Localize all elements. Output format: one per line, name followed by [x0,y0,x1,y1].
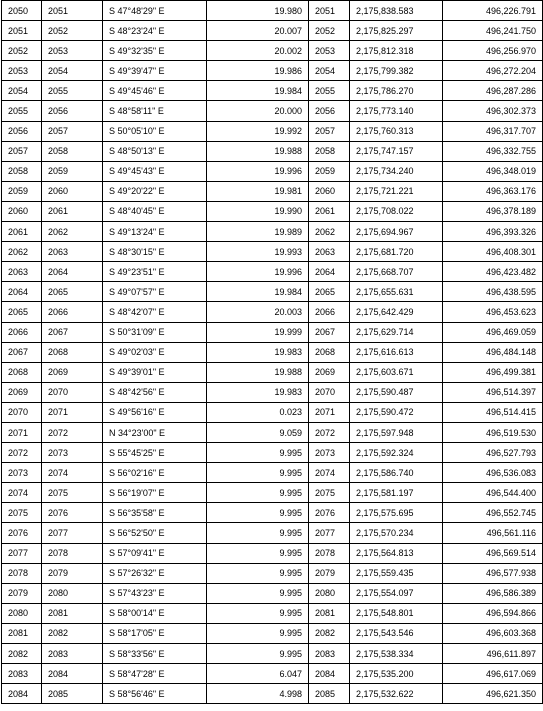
vertex-cell: 2075 [309,483,350,503]
station-to-cell: 2084 [42,664,103,684]
distance-cell: 19.981 [207,181,309,201]
table-row [2,61,543,81]
station-from-cell: 2051 [2,21,42,41]
bearing-cell: S 57°26'32" E [103,563,207,583]
station-from-cell: 2083 [2,664,42,684]
x-coordinate-cell: 496,332.755 [443,141,543,161]
distance-cell: 9.995 [207,583,309,603]
x-coordinate-cell: 496,544.400 [443,483,543,503]
y-coordinate-cell: 2,175,812.318 [350,41,443,61]
x-coordinate-cell: 496,577.938 [443,563,543,583]
y-coordinate-cell: 2,175,838.583 [350,1,443,21]
station-from-cell: 2066 [2,322,42,342]
vertex-cell: 2084 [309,664,350,684]
station-from-cell: 2062 [2,242,42,262]
vertex-cell: 2059 [309,161,350,181]
x-coordinate-cell: 496,617.069 [443,664,543,684]
x-coordinate-cell: 496,317.707 [443,121,543,141]
vertex-cell: 2076 [309,503,350,523]
distance-cell: 19.992 [207,121,309,141]
station-from-cell: 2059 [2,181,42,201]
bearing-cell: S 55°45'25" E [103,443,207,463]
x-coordinate-cell: 496,256.970 [443,41,543,61]
table-row [2,121,543,141]
distance-cell: 19.990 [207,201,309,221]
bearing-cell: S 56°35'58" E [103,503,207,523]
y-coordinate-cell: 2,175,535.200 [350,664,443,684]
station-to-cell: 2081 [42,603,103,623]
table-row [2,161,543,181]
table-row [2,342,543,362]
table-row [2,242,543,262]
distance-cell: 9.995 [207,644,309,664]
station-from-cell: 2064 [2,282,42,302]
station-from-cell: 2079 [2,583,42,603]
vertex-cell: 2062 [309,222,350,242]
station-from-cell: 2060 [2,201,42,221]
distance-cell: 9.995 [207,503,309,523]
station-to-cell: 2085 [42,684,103,704]
station-from-cell: 2070 [2,402,42,422]
distance-cell: 20.007 [207,21,309,41]
x-coordinate-cell: 496,378.189 [443,201,543,221]
distance-cell: 20.002 [207,41,309,61]
bearing-cell: S 48°30'15" E [103,242,207,262]
table-row [2,644,543,664]
vertex-cell: 2057 [309,121,350,141]
station-to-cell: 2067 [42,322,103,342]
vertex-cell: 2061 [309,201,350,221]
table-row [2,382,543,402]
distance-cell: 20.003 [207,302,309,322]
station-from-cell: 2082 [2,644,42,664]
x-coordinate-cell: 496,586.389 [443,583,543,603]
vertex-cell: 2074 [309,463,350,483]
table-row [2,543,543,563]
vertex-cell: 2072 [309,422,350,442]
bearing-cell: S 48°40'45" E [103,201,207,221]
bearing-cell: S 49°13'24" E [103,222,207,242]
bearing-cell: S 58°56'46" E [103,684,207,704]
survey-coordinates-table [1,0,543,704]
vertex-cell: 2073 [309,443,350,463]
distance-cell: 19.983 [207,342,309,362]
bearing-cell: S 49°56'16" E [103,402,207,422]
y-coordinate-cell: 2,175,564.813 [350,543,443,563]
station-to-cell: 2080 [42,583,103,603]
station-from-cell: 2076 [2,523,42,543]
bearing-cell: S 58°00'14" E [103,603,207,623]
vertex-cell: 2070 [309,382,350,402]
vertex-cell: 2080 [309,583,350,603]
vertex-cell: 2079 [309,563,350,583]
x-coordinate-cell: 496,514.397 [443,382,543,402]
table-row [2,222,543,242]
station-from-cell: 2058 [2,161,42,181]
bearing-cell: S 56°52'50" E [103,523,207,543]
table-row [2,141,543,161]
x-coordinate-cell: 496,272.204 [443,61,543,81]
y-coordinate-cell: 2,175,538.334 [350,644,443,664]
x-coordinate-cell: 496,514.415 [443,402,543,422]
vertex-cell: 2063 [309,242,350,262]
station-from-cell: 2067 [2,342,42,362]
station-from-cell: 2065 [2,302,42,322]
station-to-cell: 2056 [42,101,103,121]
x-coordinate-cell: 496,621.350 [443,684,543,704]
station-to-cell: 2079 [42,563,103,583]
x-coordinate-cell: 496,569.514 [443,543,543,563]
distance-cell: 19.989 [207,222,309,242]
table-row [2,362,543,382]
station-to-cell: 2077 [42,523,103,543]
y-coordinate-cell: 2,175,642.429 [350,302,443,322]
vertex-cell: 2058 [309,141,350,161]
x-coordinate-cell: 496,536.083 [443,463,543,483]
table-row [2,1,543,21]
table-row [2,443,543,463]
station-to-cell: 2071 [42,402,103,422]
y-coordinate-cell: 2,175,681.720 [350,242,443,262]
y-coordinate-cell: 2,175,655.631 [350,282,443,302]
distance-cell: 19.993 [207,242,309,262]
distance-cell: 19.980 [207,1,309,21]
distance-cell: 19.983 [207,382,309,402]
station-to-cell: 2064 [42,262,103,282]
x-coordinate-cell: 496,484.148 [443,342,543,362]
y-coordinate-cell: 2,175,590.472 [350,402,443,422]
distance-cell: 6.047 [207,664,309,684]
bearing-cell: S 49°07'57" E [103,282,207,302]
x-coordinate-cell: 496,603.368 [443,623,543,643]
table-body [2,1,543,704]
station-from-cell: 2057 [2,141,42,161]
table-row [2,422,543,442]
vertex-cell: 2085 [309,684,350,704]
station-to-cell: 2076 [42,503,103,523]
table-row [2,402,543,422]
y-coordinate-cell: 2,175,581.197 [350,483,443,503]
bearing-cell: S 57°43'23" E [103,583,207,603]
station-to-cell: 2065 [42,282,103,302]
distance-cell: 20.000 [207,101,309,121]
x-coordinate-cell: 496,226.791 [443,1,543,21]
x-coordinate-cell: 496,408.301 [443,242,543,262]
bearing-cell: S 49°32'35" E [103,41,207,61]
distance-cell: 9.995 [207,543,309,563]
y-coordinate-cell: 2,175,575.695 [350,503,443,523]
distance-cell: 0.023 [207,402,309,422]
vertex-cell: 2056 [309,101,350,121]
station-from-cell: 2050 [2,1,42,21]
y-coordinate-cell: 2,175,799.382 [350,61,443,81]
station-from-cell: 2068 [2,362,42,382]
vertex-cell: 2082 [309,623,350,643]
table-row [2,101,543,121]
y-coordinate-cell: 2,175,773.140 [350,101,443,121]
station-to-cell: 2072 [42,422,103,442]
x-coordinate-cell: 496,302.373 [443,101,543,121]
vertex-cell: 2052 [309,21,350,41]
station-to-cell: 2061 [42,201,103,221]
table-row [2,262,543,282]
station-to-cell: 2083 [42,644,103,664]
station-to-cell: 2055 [42,81,103,101]
bearing-cell: S 49°23'51" E [103,262,207,282]
bearing-cell: S 56°02'16" E [103,463,207,483]
vertex-cell: 2066 [309,302,350,322]
y-coordinate-cell: 2,175,597.948 [350,422,443,442]
bearing-cell: S 49°45'46" E [103,81,207,101]
bearing-cell: S 49°02'03" E [103,342,207,362]
bearing-cell: S 49°39'01" E [103,362,207,382]
distance-cell: 19.986 [207,61,309,81]
distance-cell: 19.996 [207,262,309,282]
distance-cell: 19.988 [207,362,309,382]
bearing-cell: S 50°05'10" E [103,121,207,141]
station-from-cell: 2071 [2,422,42,442]
station-to-cell: 2074 [42,463,103,483]
station-from-cell: 2069 [2,382,42,402]
station-from-cell: 2063 [2,262,42,282]
x-coordinate-cell: 496,594.866 [443,603,543,623]
station-to-cell: 2053 [42,41,103,61]
x-coordinate-cell: 496,561.116 [443,523,543,543]
station-to-cell: 2062 [42,222,103,242]
station-from-cell: 2052 [2,41,42,61]
y-coordinate-cell: 2,175,590.487 [350,382,443,402]
station-from-cell: 2081 [2,623,42,643]
station-from-cell: 2078 [2,563,42,583]
y-coordinate-cell: 2,175,708.022 [350,201,443,221]
y-coordinate-cell: 2,175,786.270 [350,81,443,101]
bearing-cell: S 49°39'47" E [103,61,207,81]
x-coordinate-cell: 496,519.530 [443,422,543,442]
y-coordinate-cell: 2,175,734.240 [350,161,443,181]
table-row [2,664,543,684]
x-coordinate-cell: 496,499.381 [443,362,543,382]
station-from-cell: 2072 [2,443,42,463]
bearing-cell: S 48°50'13" E [103,141,207,161]
vertex-cell: 2071 [309,402,350,422]
table-row [2,684,543,704]
y-coordinate-cell: 2,175,760.313 [350,121,443,141]
x-coordinate-cell: 496,241.750 [443,21,543,41]
vertex-cell: 2054 [309,61,350,81]
table-row [2,603,543,623]
x-coordinate-cell: 496,393.326 [443,222,543,242]
bearing-cell: S 47°48'29" E [103,1,207,21]
station-from-cell: 2080 [2,603,42,623]
station-to-cell: 2070 [42,382,103,402]
x-coordinate-cell: 496,527.793 [443,443,543,463]
station-to-cell: 2060 [42,181,103,201]
table-row [2,201,543,221]
vertex-cell: 2068 [309,342,350,362]
table-row [2,322,543,342]
station-to-cell: 2082 [42,623,103,643]
x-coordinate-cell: 496,453.623 [443,302,543,322]
station-from-cell: 2056 [2,121,42,141]
distance-cell: 9.995 [207,443,309,463]
y-coordinate-cell: 2,175,554.097 [350,583,443,603]
x-coordinate-cell: 496,363.176 [443,181,543,201]
table-row [2,41,543,61]
station-to-cell: 2075 [42,483,103,503]
bearing-cell: S 48°42'07" E [103,302,207,322]
table-row [2,302,543,322]
station-to-cell: 2073 [42,443,103,463]
bearing-cell: S 58°17'05" E [103,623,207,643]
table-row [2,503,543,523]
bearing-cell: S 57°09'41" E [103,543,207,563]
station-from-cell: 2054 [2,81,42,101]
bearing-cell: S 50°31'09" E [103,322,207,342]
y-coordinate-cell: 2,175,592.324 [350,443,443,463]
station-to-cell: 2069 [42,362,103,382]
bearing-cell: S 56°19'07" E [103,483,207,503]
vertex-cell: 2051 [309,1,350,21]
bearing-cell: N 34°23'00" E [103,422,207,442]
station-to-cell: 2078 [42,543,103,563]
y-coordinate-cell: 2,175,586.740 [350,463,443,483]
vertex-cell: 2065 [309,282,350,302]
x-coordinate-cell: 496,438.595 [443,282,543,302]
distance-cell: 9.995 [207,623,309,643]
y-coordinate-cell: 2,175,694.967 [350,222,443,242]
distance-cell: 9.995 [207,603,309,623]
station-from-cell: 2073 [2,463,42,483]
station-to-cell: 2068 [42,342,103,362]
distance-cell: 4.998 [207,684,309,704]
bearing-cell: S 48°23'24" E [103,21,207,41]
station-from-cell: 2075 [2,503,42,523]
bearing-cell: S 48°58'11" E [103,101,207,121]
bearing-cell: S 49°45'43" E [103,161,207,181]
distance-cell: 19.984 [207,282,309,302]
y-coordinate-cell: 2,175,559.435 [350,563,443,583]
vertex-cell: 2083 [309,644,350,664]
table-row [2,21,543,41]
station-from-cell: 2053 [2,61,42,81]
distance-cell: 19.999 [207,322,309,342]
vertex-cell: 2060 [309,181,350,201]
vertex-cell: 2064 [309,262,350,282]
station-to-cell: 2054 [42,61,103,81]
vertex-cell: 2053 [309,41,350,61]
vertex-cell: 2069 [309,362,350,382]
station-from-cell: 2061 [2,222,42,242]
table-row [2,623,543,643]
station-to-cell: 2059 [42,161,103,181]
station-from-cell: 2055 [2,101,42,121]
y-coordinate-cell: 2,175,603.671 [350,362,443,382]
station-to-cell: 2058 [42,141,103,161]
vertex-cell: 2067 [309,322,350,342]
x-coordinate-cell: 496,423.482 [443,262,543,282]
distance-cell: 9.995 [207,563,309,583]
bearing-cell: S 58°33'56" E [103,644,207,664]
y-coordinate-cell: 2,175,629.714 [350,322,443,342]
table-row [2,483,543,503]
distance-cell: 9.995 [207,523,309,543]
station-to-cell: 2051 [42,1,103,21]
station-to-cell: 2057 [42,121,103,141]
station-from-cell: 2077 [2,543,42,563]
bearing-cell: S 58°47'28" E [103,664,207,684]
vertex-cell: 2081 [309,603,350,623]
distance-cell: 9.059 [207,422,309,442]
y-coordinate-cell: 2,175,543.546 [350,623,443,643]
y-coordinate-cell: 2,175,548.801 [350,603,443,623]
station-to-cell: 2063 [42,242,103,262]
y-coordinate-cell: 2,175,570.234 [350,523,443,543]
x-coordinate-cell: 496,611.897 [443,644,543,664]
table-row [2,563,543,583]
distance-cell: 19.988 [207,141,309,161]
distance-cell: 9.995 [207,483,309,503]
station-from-cell: 2074 [2,483,42,503]
table-row [2,463,543,483]
station-from-cell: 2084 [2,684,42,704]
x-coordinate-cell: 496,469.059 [443,322,543,342]
vertex-cell: 2055 [309,81,350,101]
bearing-cell: S 48°42'56" E [103,382,207,402]
y-coordinate-cell: 2,175,532.622 [350,684,443,704]
x-coordinate-cell: 496,287.286 [443,81,543,101]
distance-cell: 19.984 [207,81,309,101]
vertex-cell: 2078 [309,543,350,563]
y-coordinate-cell: 2,175,616.613 [350,342,443,362]
station-to-cell: 2052 [42,21,103,41]
y-coordinate-cell: 2,175,668.707 [350,262,443,282]
table-row [2,181,543,201]
table-row [2,81,543,101]
table-row [2,523,543,543]
x-coordinate-cell: 496,348.019 [443,161,543,181]
table-row [2,583,543,603]
y-coordinate-cell: 2,175,721.221 [350,181,443,201]
table-row [2,282,543,302]
station-to-cell: 2066 [42,302,103,322]
y-coordinate-cell: 2,175,747.157 [350,141,443,161]
x-coordinate-cell: 496,552.745 [443,503,543,523]
y-coordinate-cell: 2,175,825.297 [350,21,443,41]
distance-cell: 9.995 [207,463,309,483]
distance-cell: 19.996 [207,161,309,181]
bearing-cell: S 49°20'22" E [103,181,207,201]
vertex-cell: 2077 [309,523,350,543]
